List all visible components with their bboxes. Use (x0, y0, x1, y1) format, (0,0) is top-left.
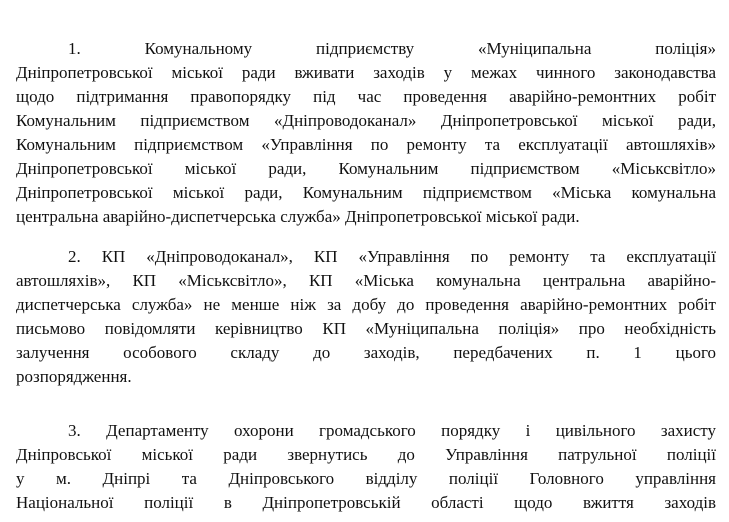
paragraph-2-line-6: розпорядження. (16, 367, 132, 386)
paragraph-1-line-6: Дніпропетровської міської ради, Комунальним підприємством «Міськсвітло» (16, 159, 716, 178)
paragraph-1-line-1: 1. Комунальному підприємству «Муніципальна поліція» (68, 39, 716, 58)
paragraph-3-line-4: Національної поліції в Дніпропетровській області щодо вжиття заходів (16, 493, 716, 512)
paragraph-3-line-3: у м. Дніпрі та Дніпровського відділу поліції Головного управління (16, 469, 716, 488)
paragraph-2-line-1: 2. КП «Дніпроводоканал», КП «Управління по ремонту та експлуатації (68, 247, 716, 266)
paragraph-2-line-2: автошляхів», КП «Міськсвітло», КП «Міська комунальна центральна аварійно- (16, 271, 716, 290)
paragraph-1-line-3: щодо підтримання правопорядку під час проведення аварійно-ремонтних робіт (16, 87, 716, 106)
paragraph-1-line-7: Дніпропетровської міської ради, Комунальним підприємством «Міська комунальна (16, 183, 716, 202)
paragraph-1-line-4: Комунальним підприємством «Дніпроводоканал» Дніпропетровської міської ради, (16, 111, 716, 130)
paragraph-2-line-4: письмово повідомляти керівництво КП «Муніципальна поліція» про необхідність (16, 319, 716, 338)
paragraph-2-line-5: залучення особового складу до заходів, передбачених п. 1 цього (16, 343, 716, 362)
paragraph-3-line-2: Дніпровської міської ради звернутись до Управління патрульної поліції (16, 445, 716, 464)
paragraph-2-line-3: диспетчерська служба» не менше ніж за добу до проведення аварійно-ремонтних робіт (16, 295, 716, 314)
paragraph-1-line-8: центральна аварійно-диспетчерська служба» Дніпропетровської міської ради. (16, 207, 580, 226)
paragraph-1-line-2: Дніпропетровської міської ради вживати заходів у межах чинного законодавства (16, 63, 716, 82)
paragraph-3-line-1: 3. Департаменту охорони громадського порядку і цивільного захисту (68, 421, 716, 440)
paragraph-1-line-5: Комунальним підприємством «Управління по ремонту та експлуатації автошляхів» (16, 135, 716, 154)
